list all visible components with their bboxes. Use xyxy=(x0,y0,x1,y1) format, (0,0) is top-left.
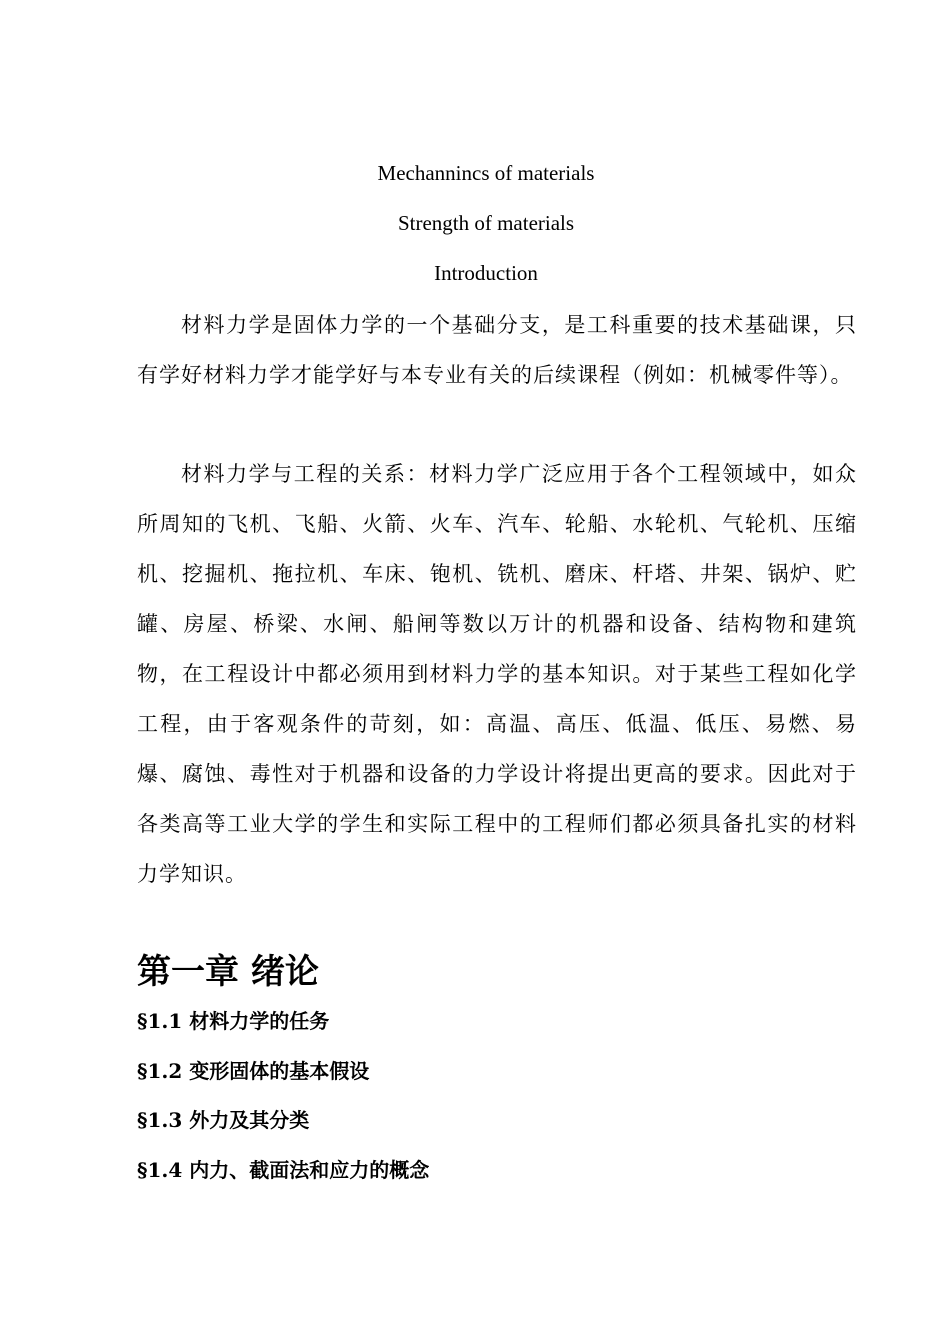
chapter-title: 第一章 绪论 xyxy=(137,952,319,992)
section-heading-1-1: §1.1 材料力学的任务 xyxy=(137,1009,330,1033)
engineering-relation-paragraph: 材料力学与工程的关系：材料力学广泛应用于各个工程领域中，如众所周知的飞机、飞船、火箭、火车、汽车、轮船、水轮机、气轮机、压缩机、挖掘机、拖拉机、车床、铇机、铣机、磨床、杆塔、井架、锅炉、贮罐、房屋、桥梁、水闸、船闸等数以万计的机器和设备、结构物和建筑物，在工程设计中都必须用到材料力学的基本知识。对于某些工程如化学工程，由于客观条件的苛刻，如：高温、高压、低温、低压、易燃、易爆、腐蚀、毒性对于机器和设备的力学设计将提出更高的要求。因此对于各类高等工业大学的学生和实际工程中的工程师们都必须具备扎实的材料力学知识。 xyxy=(137,462,857,886)
intro-paragraph: 材料力学是固体力学的一个基础分支，是工科重要的技术基础课，只有学好材料力学才能学好与本专业有关的后续课程（例如：机械零件等）。 xyxy=(137,313,857,387)
introduction-heading: Introduction xyxy=(434,261,538,285)
section-heading-1-2: §1.2 变形固体的基本假设 xyxy=(137,1059,370,1083)
section-heading-1-4: §1.4 内力、截面法和应力的概念 xyxy=(137,1158,430,1182)
english-subtitle: Strength of materials xyxy=(397,211,575,235)
english-title: Mechannincs of materials xyxy=(377,161,595,185)
section-heading-1-3: §1.3 外力及其分类 xyxy=(137,1108,310,1132)
